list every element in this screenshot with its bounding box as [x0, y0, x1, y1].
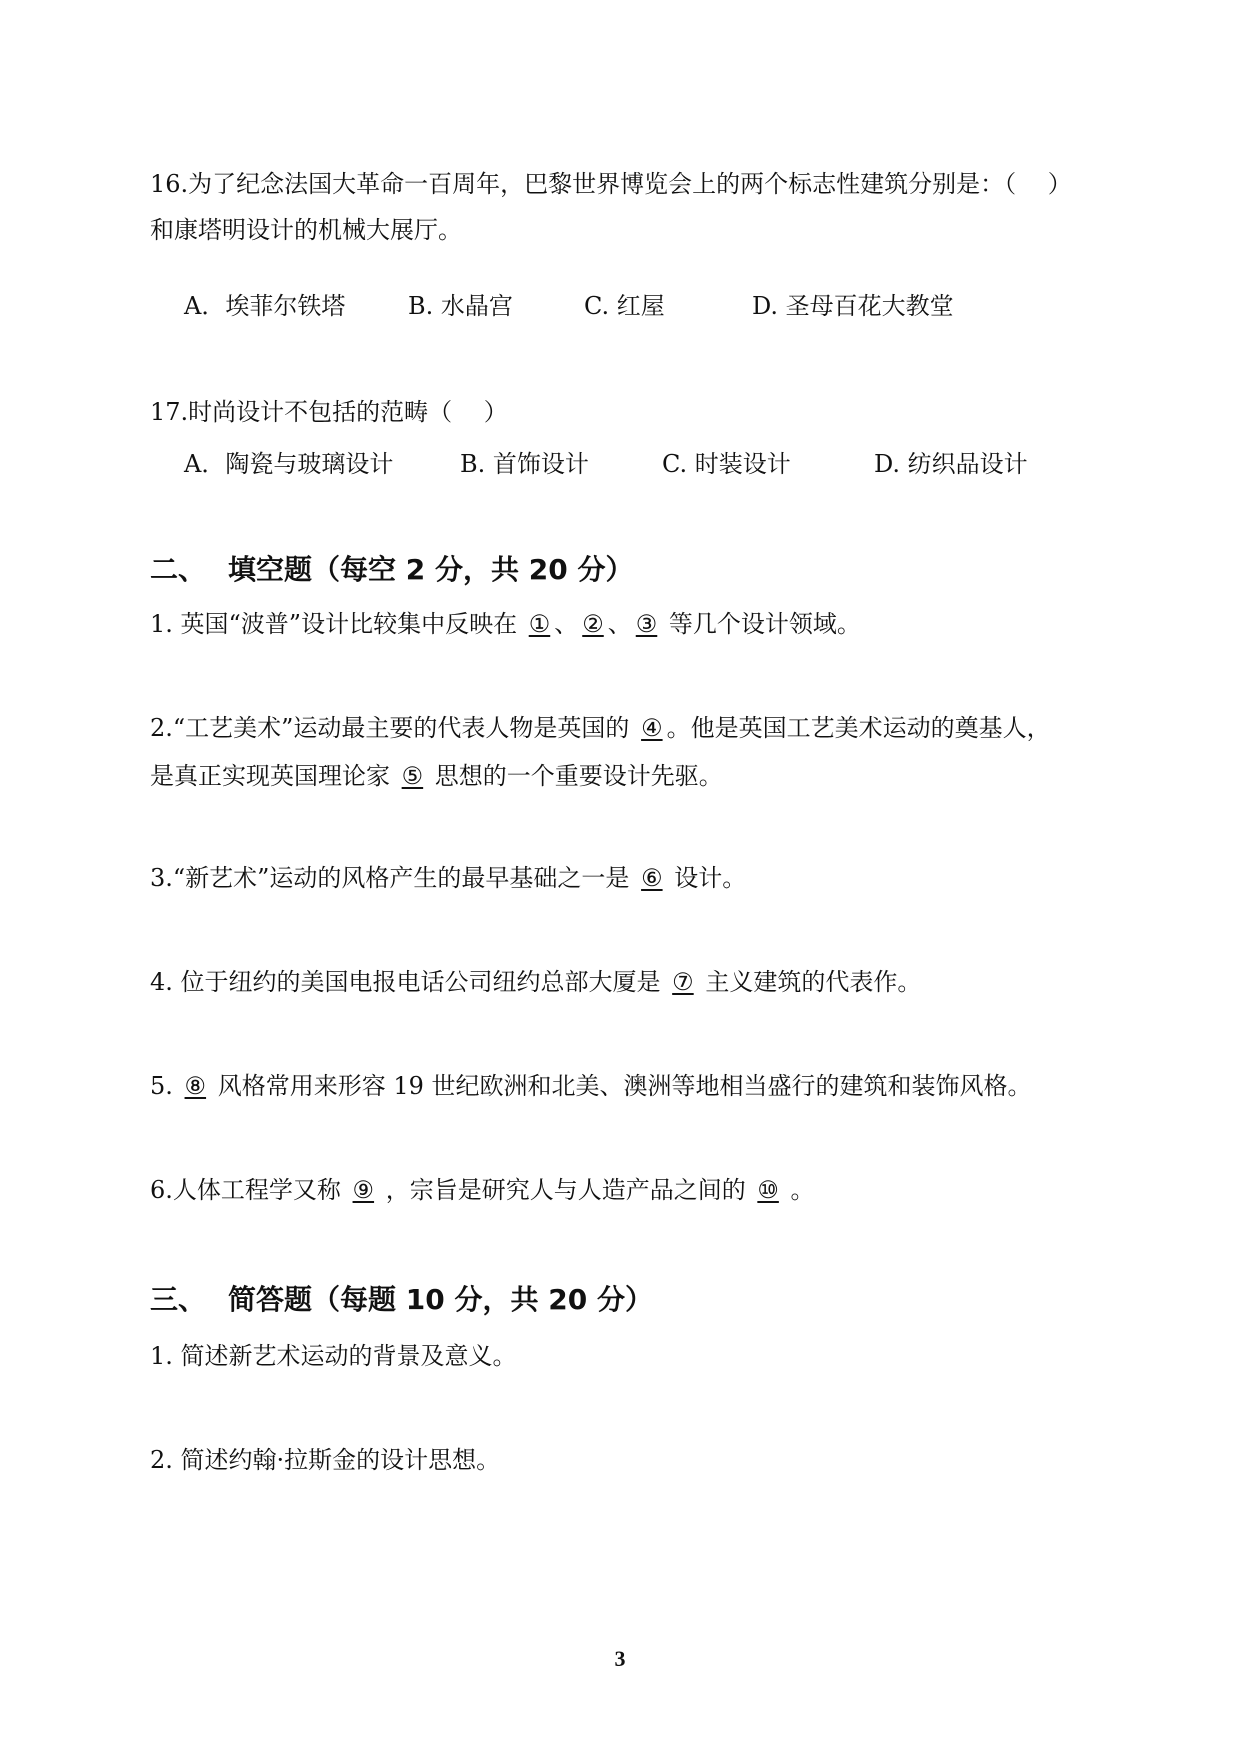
blank-7: ⑦	[672, 968, 694, 996]
question-text: 6.人体工程学又称	[150, 1176, 341, 1204]
question-text: 等几个设计领域。	[668, 610, 861, 638]
question-text: 是真正实现英国理论家	[150, 762, 390, 790]
fill-question-5	[150, 1074, 1032, 1098]
blank-10: ⑩	[757, 1176, 779, 1204]
blank-6: ⑥	[641, 864, 663, 892]
fill-question-1	[150, 612, 861, 636]
question-text: 1. 英国“波普”设计比较集中反映在	[150, 610, 518, 638]
separator: 、	[607, 610, 632, 638]
fill-question-6	[150, 1178, 815, 1202]
option-a: A．埃菲尔铁塔	[184, 292, 346, 320]
question-text: 3.“新艺术”运动的风格产生的最早基础之一是	[150, 864, 630, 892]
option-b: B. 水晶宫	[408, 292, 513, 320]
fill-question-2-line2	[150, 764, 723, 788]
page-number: 3	[614, 1646, 626, 1671]
section-3-heading	[150, 1283, 653, 1316]
short-answer-1: 1. 简述新艺术运动的背景及意义。	[150, 1342, 517, 1370]
question-16-line1: 16.为了纪念法国大革命一百周年，巴黎世界博览会上的两个标志性建筑分别是：（ ）	[150, 170, 1072, 198]
section-2-number: 二、	[150, 553, 207, 586]
option-b: B. 首饰设计	[460, 450, 589, 478]
question-17-line1: 17.时尚设计不包括的范畴（ ）	[150, 398, 508, 426]
section-2-title: 填空题（每空 2 分，共 20 分）	[228, 553, 634, 586]
separator: 、	[554, 610, 579, 638]
section-3-title: 简答题（每题 10 分，共 20 分）	[228, 1283, 653, 1316]
blank-1: ①	[528, 610, 551, 638]
short-answer-2: 2. 简述约翰·拉斯金的设计思想。	[150, 1446, 501, 1474]
question-text: 。	[790, 1176, 815, 1204]
option-d: D. 纺织品设计	[874, 450, 1028, 478]
blank-8: ⑧	[184, 1072, 207, 1100]
blank-4: ④	[641, 714, 663, 742]
blank-2: ②	[582, 610, 604, 638]
question-text: 风格常用来形容 19 世纪欧洲和北美、澳洲等地相当盛行的建筑和装饰风格。	[217, 1072, 1032, 1100]
option-a: A．陶瓷与玻璃设计	[184, 450, 394, 478]
fill-question-2-line1	[150, 716, 1051, 740]
question-text: ，宗旨是研究人与人造产品之间的	[385, 1176, 746, 1204]
option-c: C. 红屋	[584, 292, 665, 320]
option-c: C. 时装设计	[662, 450, 791, 478]
question-text: 思想的一个重要设计先驱。	[434, 762, 723, 790]
question-text: 4. 位于纽约的美国电报电话公司纽约总部大厦是	[150, 968, 661, 996]
option-d: D. 圣母百花大教堂	[752, 292, 954, 320]
question-text: 主义建筑的代表作。	[705, 968, 922, 996]
question-16-line2: 和康塔明设计的机械大展厅。	[150, 216, 462, 244]
section-3-number: 三、	[150, 1283, 207, 1316]
question-text: 。他是英国工艺美术运动的奠基人，	[666, 714, 1051, 742]
section-2-heading	[150, 553, 634, 586]
fill-question-4	[150, 970, 921, 994]
question-text: 设计。	[674, 864, 747, 892]
blank-5: ⑤	[401, 762, 424, 790]
blank-9: ⑨	[352, 1176, 375, 1204]
fill-question-3	[150, 866, 746, 890]
question-text: 2.“工艺美术”运动最主要的代表人物是英国的	[150, 714, 630, 742]
blank-3: ③	[635, 610, 658, 638]
question-text: 5.	[150, 1072, 173, 1100]
